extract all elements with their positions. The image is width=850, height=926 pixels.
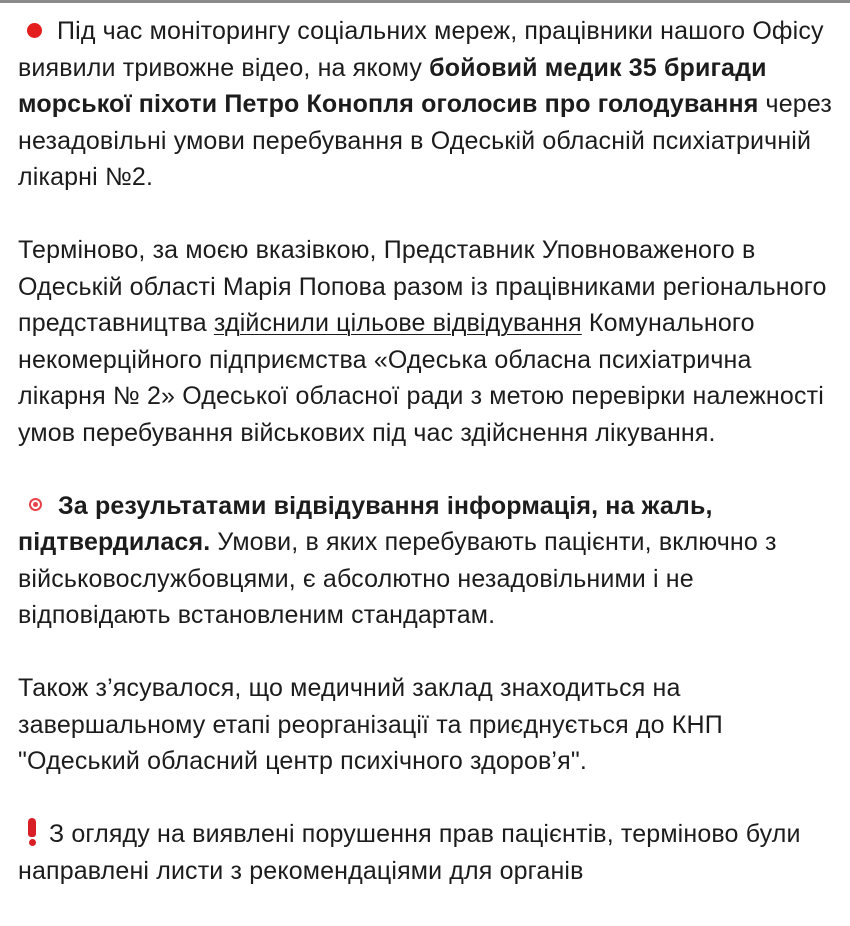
target-icon: [29, 498, 42, 511]
paragraph-reorganization: [18, 670, 833, 780]
top-divider: [0, 0, 850, 3]
paragraph-visit-text: Терміново, за моєю вказівкою, Представник Уповноваженого в Одеській області Марія Попова разом із працівниками регіонального представництва: [18, 236, 827, 337]
paragraph-monitoring-text: Під час моніторингу соціальних мереж, працівники нашого Офісу виявили тривожне відео, на якому: [18, 17, 824, 82]
post-text: [18, 13, 833, 926]
paragraph-results-text: Умови, в яких перебувають пацієнти, включно з військовослужбовцями, є абсолютно незадовільними і не відповідають встановленим стандартам.: [18, 528, 777, 629]
paragraph-monitoring-text-end: через незадовільні умови перебування в Одеській обласній психіатричній лікарні №2.: [18, 90, 832, 191]
paragraph-results-bold: За результатами відвідування інформація, на жаль, підтвердилася.: [18, 491, 713, 556]
paragraph-visit: [18, 232, 833, 451]
paragraph-reorganization-text: Також з’ясувалося, що медичний заклад знаходиться на завершальному етапі реорганізації та приєднується до КНП "Одеський обласний центр психічного здоров’я".: [18, 674, 723, 775]
paragraph-monitoring: [18, 13, 833, 196]
paragraph-monitoring-bold: бойовий медик 35 бригади морської піхоти Петро Конопля оголосив про голодування: [18, 53, 767, 118]
paragraph-results: [18, 488, 833, 634]
paragraph-visit-text-end: Комунального некомерційного підприємства «Одеська обласна психіатрична лікарня № 2» Одеської обласної ради з метою перевірки належності умов перебування військових під час здійснення лікування.: [18, 309, 824, 447]
paragraph-violations: [18, 816, 833, 889]
exclamation-icon: [27, 818, 37, 846]
visit-link[interactable]: здійснили цільове відвідування: [213, 309, 582, 337]
paragraph-violations-text: З огляду на виявлені порушення прав пацієнтів, терміново були направлені листи з рекомендаціями для органів: [18, 820, 801, 885]
red-circle-icon: [27, 23, 42, 38]
